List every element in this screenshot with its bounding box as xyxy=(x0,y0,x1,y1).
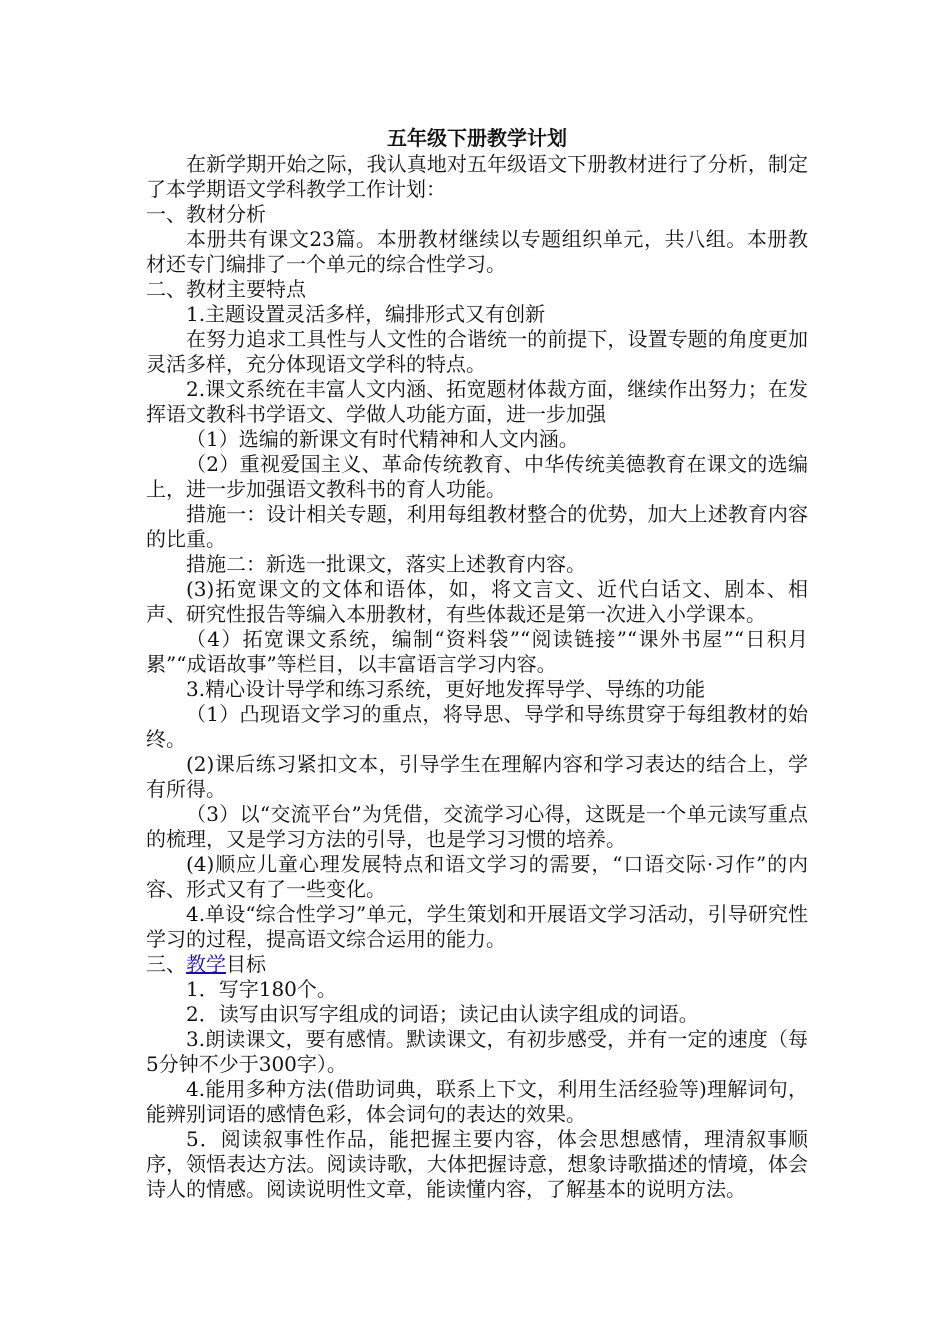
paragraph: 措施一：设计相关专题，利用每组教材整合的优势，加大上述教育内容的比重。 xyxy=(146,502,808,551)
paragraph: 1.主题设置灵活多样，编排形式又有创新 xyxy=(186,302,546,326)
heading-suffix: 目标 xyxy=(226,952,266,976)
paragraph: （3）以“交流平台”为凭借，交流学习心得，这既是一个单元读写重点的梳理，又是学习方法的引导，也是学习习惯的培养。 xyxy=(146,802,808,851)
paragraph: 措施二：新选一批课文，落实上述教育内容。 xyxy=(186,552,586,576)
document-page xyxy=(146,124,808,1202)
paragraph: 2.课文系统在丰富人文内涵、拓宽题材体裁方面，继续作出努力；在发挥语文教科书学语文、学做人功能方面，进一步加强 xyxy=(146,377,808,426)
paragraph: 3.精心设计导学和练习系统，更好地发挥导学、导练的功能 xyxy=(186,677,706,701)
paragraph: 1．写字180个。 xyxy=(186,977,337,1001)
section-heading-textbook-analysis: 一、教材分析 xyxy=(146,202,266,226)
paragraph: 本册共有课文23篇。本册教材继续以专题组织单元，共八组。本册教材还专门编排了一个单元的综合性学习。 xyxy=(146,227,808,276)
paragraph: (2)课后练习紧扣文本，引导学生在理解内容和学习表达的结合上，学有所得。 xyxy=(146,752,808,801)
teaching-link[interactable]: 教学 xyxy=(186,952,226,976)
paragraph: (3)拓宽课文的文体和语体，如，将文言文、近代白话文、剧本、相声、研究性报告等编入本册教材，有些体裁还是第一次进入小学课本。 xyxy=(146,577,808,626)
paragraph: （1）选编的新课文有时代精神和人文内涵。 xyxy=(186,427,579,451)
intro-paragraph: 在新学期开始之际，我认真地对五年级语文下册教材进行了分析，制定了本学期语文学科教学工作计划： xyxy=(146,152,808,201)
section-heading-teaching-goals xyxy=(146,952,808,977)
section-heading-main-features: 二、教材主要特点 xyxy=(146,277,306,301)
paragraph: 4.能用多种方法(借助词典，联系上下文，利用生活经验等)理解词句，能辨别词语的感情色彩，体会词句的表达的效果。 xyxy=(146,1077,808,1126)
paragraph: （1）凸现语文学习的重点，将导思、导学和导练贯穿于每组教材的始终。 xyxy=(146,702,808,751)
paragraph: （4）拓宽课文系统，编制“资料袋”“阅读链接”“课外书屋”“日积月累”“成语故事”等栏目，以丰富语言学习内容。 xyxy=(146,627,808,676)
paragraph: 在努力追求工具性与人文性的合谐统一的前提下，设置专题的角度更加灵活多样，充分体现语文学科的特点。 xyxy=(146,327,808,376)
paragraph: 4.单设“综合性学习”单元，学生策划和开展语文学习活动，引导研究性学习的过程，提高语文综合运用的能力。 xyxy=(146,902,808,951)
paragraph: (4)顺应儿童心理发展特点和语文学习的需要，“口语交际·习作”的内容、形式又有了一些变化。 xyxy=(146,852,808,901)
heading-prefix: 三、 xyxy=(146,952,186,976)
paragraph: 2．读写由识写字组成的词语；读记由认读字组成的词语。 xyxy=(186,1002,699,1026)
document-title: 五年级下册教学计划 xyxy=(387,126,567,150)
paragraph: 3.朗读课文，要有感情。默读课文，有初步感受，并有一定的速度（每5分钟不少于300字）。 xyxy=(146,1027,808,1076)
paragraph: 5．阅读叙事性作品，能把握主要内容，体会思想感情，理清叙事顺序，领悟表达方法。阅读诗歌，大体把握诗意，想象诗歌描述的情境，体会诗人的情感。阅读说明性文章，能读懂内容，了解基本的说明方法。 xyxy=(146,1127,808,1201)
paragraph: （2）重视爱国主义、革命传统教育、中华传统美德教育在课文的选编上，进一步加强语文教科书的育人功能。 xyxy=(146,452,808,501)
